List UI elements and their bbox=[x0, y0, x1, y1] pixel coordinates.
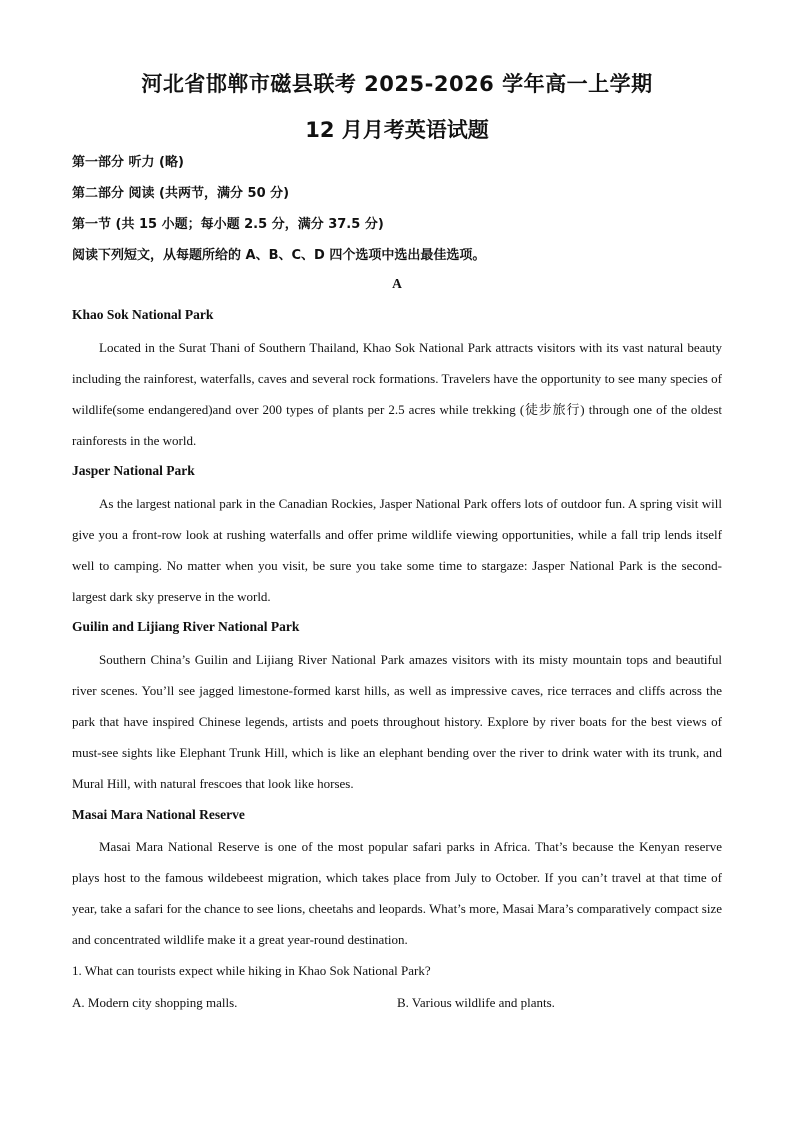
park-paragraph-khao-sok: Located in the Surat Thani of Southern Thailand, Khao Sok National Park attracts visitors with its vast natural beauty including the rainforest, waterfalls, caves and several rock formations. Travelers have the opportunity to see many species of wildlife(some endangered)and over 200 types of plants per 2.5 acres while trekking (徒步旅行) through one of the oldest rainforests in the world. bbox=[72, 340, 722, 448]
exam-title-line2: 12 月月考英语试题 bbox=[305, 118, 489, 142]
reading-instruction: 阅读下列短文，从每题所给的 A、B、C、D 四个选项中选出最佳选项。 bbox=[72, 248, 486, 263]
question-1-option-a: A. Modern city shopping malls. bbox=[72, 995, 238, 1010]
park-paragraph-guilin: Southern China’s Guilin and Lijiang River National Park amazes visitors with its misty mountain tops and beautiful river scenes. You’ll see jagged limestone-formed karst hills, as well as impressive caves, rice terraces and cliffs across the park that have inspired Chinese legends, artists and poets throughout history. Explore by river boats for the best views of must-see sights like Elephant Trunk Hill, which is like an elephant bending over the river to drink water with its trunk, and Mural Hill, with natural frescoes that look like horses. bbox=[72, 652, 722, 791]
park-heading-masai-mara: Masai Mara National Reserve bbox=[72, 807, 245, 822]
park-paragraph-masai-mara: Masai Mara National Reserve is one of the most popular safari parks in Africa. That’s because the Kenyan reserve plays host to the famous wildebeest migration, which takes place from July to October. If you can’t travel at that time of year, take a safari for the chance to see lions, cheetahs and leopards. What’s more, Masai Mara’s comparatively compact size and concentrated wildlife make it a great year-round destination. bbox=[72, 839, 722, 947]
park-heading-jasper: Jasper National Park bbox=[72, 463, 195, 478]
question-1-option-b: B. Various wildlife and plants. bbox=[397, 995, 555, 1010]
part1-heading: 第一部分 听力 (略) bbox=[72, 155, 184, 170]
section1-heading: 第一节 (共 15 小题；每小题 2.5 分，满分 37.5 分) bbox=[72, 217, 384, 232]
park-heading-khao-sok: Khao Sok National Park bbox=[72, 307, 214, 322]
question-1-stem: 1. What can tourists expect while hiking in Khao Sok National Park? bbox=[72, 963, 431, 978]
passage-label: A bbox=[392, 276, 402, 291]
park-heading-guilin: Guilin and Lijiang River National Park bbox=[72, 619, 300, 634]
part2-heading: 第二部分 阅读 (共两节，满分 50 分) bbox=[72, 186, 290, 201]
park-paragraph-jasper: As the largest national park in the Canadian Rockies, Jasper National Park offers lots of outdoor fun. A spring visit will give you a front-row look at rushing waterfalls and offer prime wildlife viewing opportunities, while a fall trip lends itself well to camping. No matter when you visit, be sure you take some time to stargaze: Jasper National Park is the second-largest dark sky preserve in the world. bbox=[72, 496, 722, 604]
exam-title-line1: 河北省邯郸市磁县联考 2025-2026 学年高一上学期 bbox=[141, 72, 653, 96]
